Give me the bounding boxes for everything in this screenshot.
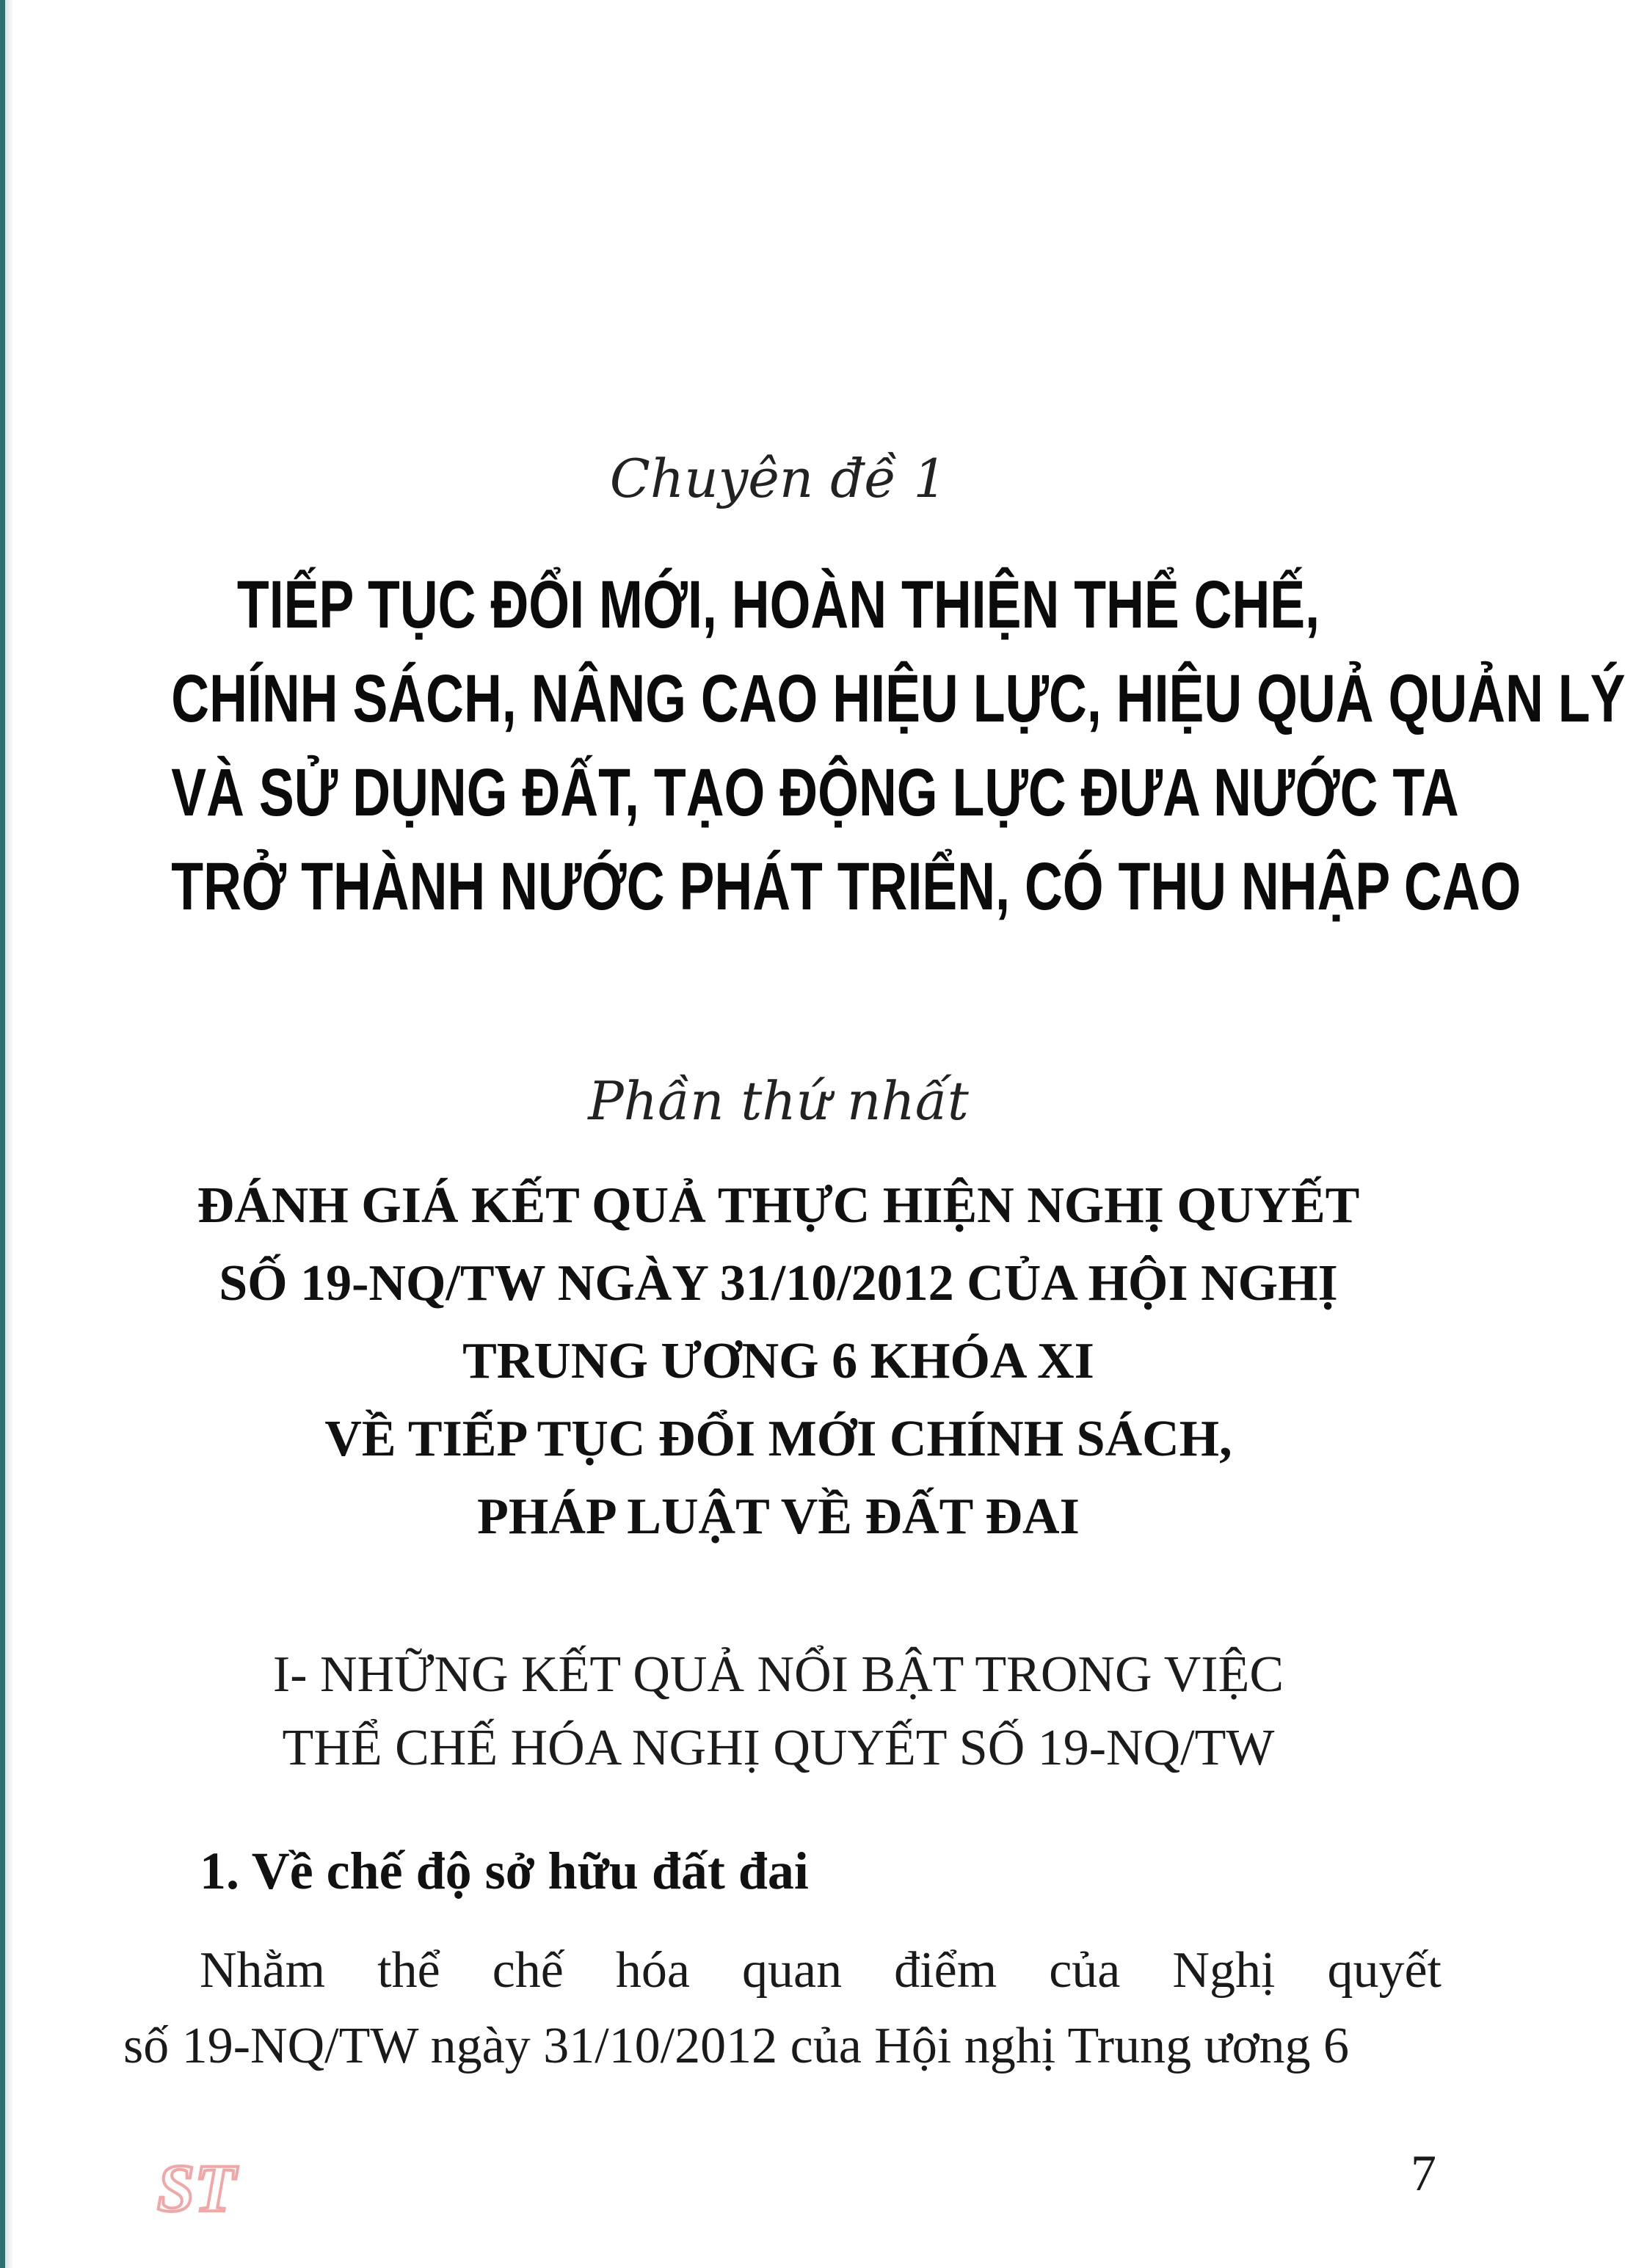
subsection-title: 1. Về chế độ sở hữu đất đai — [200, 1842, 809, 1900]
part-title-line: TRUNG ƯƠNG 6 KHÓA XI — [462, 1333, 1094, 1389]
chapter-title-line: TIẾP TỤC ĐỔI MỚI, HOÀN THIỆN THỂ CHẾ, — [236, 567, 1320, 642]
publisher-watermark-text: ST — [157, 2151, 236, 2225]
part-title-line: VỀ TIẾP TỤC ĐỔI MỚI CHÍNH SÁCH, — [324, 1411, 1232, 1467]
chapter-title-line: CHÍNH SÁCH, NÂNG CAO HIỆU LỰC, HIỆU QUẢ QUẢN LÝ — [171, 661, 1625, 736]
chapter-label: Chuyên đề 1 — [609, 448, 948, 509]
part-title — [0, 1167, 1557, 1556]
chapter-title — [0, 558, 1625, 934]
part-label: Phần thứ nhất — [588, 1070, 969, 1132]
chapter-title-line: TRỞ THÀNH NƯỚC PHÁT TRIỂN, CÓ THU NHẬP CAO — [171, 849, 1522, 924]
chapter-title-line: VÀ SỬ DỤNG ĐẤT, TẠO ĐỘNG LỰC ĐƯA NƯỚC TA — [171, 755, 1459, 830]
part-title-line: ĐÁNH GIÁ KẾT QUẢ THỰC HIỆN NGHỊ QUYẾT — [197, 1177, 1360, 1234]
page-edge-strip — [0, 0, 5, 2268]
section-heading-line: I- NHỮNG KẾT QUẢ NỔI BẬT TRONG VIỆC — [272, 1646, 1284, 1703]
part-title-line: PHÁP LUẬT VỀ ĐẤT ĐAI — [477, 1489, 1080, 1545]
body-paragraph-line: Nhằm thể chế hóa quan điểm của Nghị quyết — [200, 1942, 1442, 1999]
publisher-watermark-logo — [154, 2151, 236, 2225]
part-title-line: SỐ 19-NQ/TW NGÀY 31/10/2012 CỦA HỘI NGHỊ — [219, 1255, 1338, 1312]
section-heading — [0, 1638, 1557, 1785]
section-heading-line: THỂ CHẾ HÓA NGHỊ QUYẾT SỐ 19-NQ/TW — [282, 1720, 1275, 1776]
page-number: 7 — [1411, 2145, 1436, 2202]
body-paragraph-line: số 19-NQ/TW ngày 31/10/2012 của Hội nghị Trung ương 6 — [123, 2018, 1350, 2074]
page-edge-shadow — [5, 0, 14, 2268]
